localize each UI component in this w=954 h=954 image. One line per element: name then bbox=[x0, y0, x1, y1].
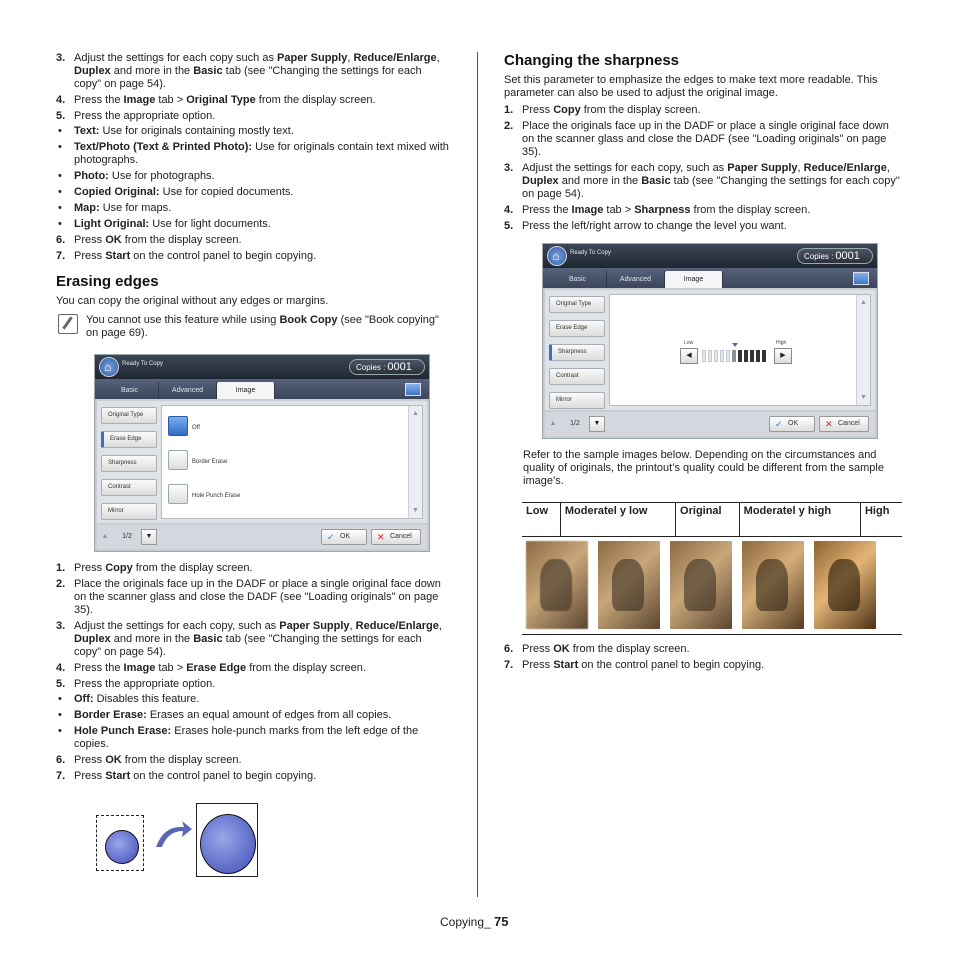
copies-label: Copies : bbox=[804, 252, 834, 261]
sharpness-steps bbox=[504, 104, 904, 233]
footer-section: Copying_ bbox=[440, 915, 495, 929]
arrow-icon bbox=[154, 819, 194, 849]
erase-option-off-label: Off bbox=[192, 425, 200, 431]
step-item bbox=[504, 162, 904, 201]
sharpness-steps-end bbox=[504, 643, 904, 672]
side-button-original-type[interactable]: Original Type bbox=[101, 407, 157, 424]
step-emphasis: Copy bbox=[105, 562, 133, 574]
step-text: Adjust the settings for each copy such as bbox=[74, 52, 278, 64]
ok-button[interactable] bbox=[321, 529, 367, 545]
sharpness-level-bar bbox=[744, 350, 748, 362]
step-number: 3. bbox=[56, 52, 66, 64]
scroll-up-icon[interactable]: ▲ bbox=[860, 299, 867, 306]
step-number: 1. bbox=[56, 562, 66, 574]
screen-top-bar bbox=[543, 244, 877, 268]
step-text: Press bbox=[74, 770, 106, 782]
option-desc: Use for originals containing mostly text. bbox=[102, 125, 294, 137]
note-post: (see "Book copying" on page 69). bbox=[86, 314, 439, 339]
table-header-cell: Moderatel y high bbox=[739, 503, 860, 537]
table-header-cell: Low bbox=[522, 503, 560, 537]
step-emphasis: Paper Supply bbox=[727, 162, 798, 174]
screen-body bbox=[545, 290, 875, 410]
step-item bbox=[56, 770, 451, 783]
step-emphasis: Duplex bbox=[522, 175, 559, 187]
sharpness-low-label: Low bbox=[684, 340, 694, 346]
step-text: tab > bbox=[155, 662, 187, 674]
step-emphasis: Basic bbox=[641, 175, 671, 187]
option-name: Border Erase: bbox=[74, 709, 150, 721]
step-item bbox=[504, 220, 904, 233]
step-emphasis: Paper Supply bbox=[277, 52, 348, 64]
step-number: 7. bbox=[504, 659, 514, 671]
sharpness-level-bar bbox=[750, 350, 754, 362]
side-button-contrast[interactable]: Contrast bbox=[549, 368, 605, 385]
note bbox=[56, 314, 451, 344]
side-button-sharpness[interactable]: Sharpness bbox=[549, 344, 605, 361]
screen-footer bbox=[545, 412, 875, 436]
tab-image[interactable]: Image bbox=[665, 271, 723, 288]
option-item bbox=[56, 170, 451, 183]
right-column bbox=[504, 52, 904, 675]
cancel-button[interactable] bbox=[371, 529, 421, 545]
erase-edge-screen bbox=[94, 354, 430, 552]
page-indicator: 1/2 bbox=[122, 533, 132, 540]
option-desc: Disables this feature. bbox=[96, 693, 200, 705]
step-text: , bbox=[349, 620, 356, 632]
screen-status: Ready To Copy bbox=[570, 250, 611, 256]
sharpness-decrease-button[interactable]: ◀ bbox=[680, 348, 698, 364]
option-item bbox=[56, 709, 451, 722]
sharpness-level-bar bbox=[726, 350, 730, 362]
erase-options bbox=[56, 693, 451, 751]
step-emphasis: Original Type bbox=[186, 94, 256, 106]
x-icon: ✕ bbox=[825, 419, 833, 429]
step-emphasis: Start bbox=[105, 770, 131, 782]
sample-images-cell bbox=[522, 537, 902, 635]
sharpness-screen bbox=[542, 243, 878, 439]
step-text: Press bbox=[74, 754, 106, 766]
page-up-icon[interactable]: ▲ bbox=[549, 420, 557, 427]
sample-images bbox=[526, 541, 898, 629]
x-icon: ✕ bbox=[377, 532, 385, 542]
erase-steps bbox=[56, 562, 451, 691]
page-footer bbox=[440, 915, 509, 929]
screen-tabs bbox=[543, 268, 877, 288]
step-emphasis: OK bbox=[105, 754, 122, 766]
step-emphasis: Image bbox=[123, 94, 156, 106]
side-button-mirror[interactable]: Mirror bbox=[101, 503, 157, 520]
sharpness-level-bar bbox=[732, 350, 736, 362]
step-text: from the display screen. bbox=[690, 204, 811, 216]
table-image-row bbox=[522, 537, 902, 635]
step-number: 5. bbox=[504, 220, 514, 232]
step-text: Press bbox=[74, 234, 106, 246]
step-number: 3. bbox=[56, 620, 66, 632]
cancel-button[interactable] bbox=[819, 416, 869, 432]
option-desc: Use for light documents. bbox=[152, 218, 271, 230]
cancel-label: Cancel bbox=[838, 420, 860, 427]
sharpness-level-bar bbox=[738, 350, 742, 362]
screen-tabs bbox=[95, 379, 429, 399]
step-text: Press the bbox=[522, 204, 572, 216]
side-button-erase-edge[interactable]: Erase Edge bbox=[549, 320, 605, 337]
step-number: 6. bbox=[56, 754, 66, 766]
step-number: 7. bbox=[56, 770, 66, 782]
column-divider bbox=[477, 52, 478, 897]
step-number: 4. bbox=[56, 662, 66, 674]
left-column bbox=[56, 52, 451, 878]
step-item bbox=[56, 94, 451, 107]
scroll-up-icon[interactable]: ▲ bbox=[412, 410, 419, 417]
step-text: , bbox=[436, 52, 440, 64]
intro-steps bbox=[56, 52, 451, 123]
original-type-options bbox=[56, 125, 451, 231]
sharpness-level-bar bbox=[708, 350, 712, 362]
sharpness-high-label: High bbox=[776, 340, 787, 346]
step-emphasis: Basic bbox=[193, 633, 223, 645]
step-text: from the display screen. bbox=[132, 562, 253, 574]
sample-image bbox=[742, 541, 804, 629]
step-emphasis: OK bbox=[553, 643, 570, 655]
ok-button[interactable] bbox=[769, 416, 815, 432]
step-text: Press the bbox=[74, 94, 124, 106]
step-item bbox=[504, 659, 904, 672]
step-emphasis: Duplex bbox=[74, 633, 111, 645]
current-level-marker-icon bbox=[732, 343, 738, 347]
screen-footer bbox=[97, 525, 427, 549]
option-item bbox=[56, 141, 451, 167]
tab-basic[interactable]: Basic bbox=[549, 271, 607, 288]
step-emphasis: OK bbox=[105, 234, 122, 246]
sharpness-level-bar bbox=[720, 350, 724, 362]
step-number: 6. bbox=[504, 643, 514, 655]
sharpness-heading: Changing the sharpness bbox=[504, 52, 680, 69]
copies-label: Copies : bbox=[356, 363, 386, 372]
step-text: Press bbox=[522, 643, 554, 655]
step-item bbox=[504, 120, 904, 159]
step-text: Press bbox=[74, 250, 106, 262]
option-desc: Use for originals contain text mixed with photographs. bbox=[74, 141, 449, 166]
page-indicator: 1/2 bbox=[570, 420, 580, 427]
step-number: 7. bbox=[56, 250, 66, 262]
page-down-icon[interactable]: ▼ bbox=[141, 529, 157, 545]
page-up-icon[interactable]: ▲ bbox=[101, 533, 109, 540]
step-item bbox=[504, 643, 904, 656]
tab-advanced[interactable]: Advanced bbox=[159, 382, 217, 399]
sample-image bbox=[670, 541, 732, 629]
step-text: Place the originals face up in the DADF or place a single original face down on the scanner glass and close the DADF (see "Loading originals" on page 35). bbox=[522, 120, 889, 158]
table-header-row bbox=[522, 503, 902, 537]
job-status-icon[interactable] bbox=[405, 383, 421, 396]
option-item bbox=[56, 202, 451, 215]
step-text: and more in the bbox=[558, 175, 642, 187]
copies-value: 0001 bbox=[835, 250, 860, 262]
note-pre: You cannot use this feature while using bbox=[86, 314, 280, 326]
apple-large-icon bbox=[200, 814, 256, 874]
option-desc: Use for copied documents. bbox=[162, 186, 294, 198]
sharpness-level-bar bbox=[714, 350, 718, 362]
step-number: 5. bbox=[56, 678, 66, 690]
option-name: Hole Punch Erase: bbox=[74, 725, 175, 737]
step-text: Press the left/right arrow to change the level you want. bbox=[522, 220, 787, 232]
cancel-label: Cancel bbox=[390, 533, 412, 540]
copies-counter[interactable] bbox=[349, 359, 425, 375]
sample-image bbox=[526, 541, 588, 629]
option-desc: Use for maps. bbox=[102, 202, 172, 214]
sample-image bbox=[598, 541, 660, 629]
apple-icon bbox=[105, 830, 139, 864]
tab-image[interactable]: Image bbox=[217, 382, 275, 399]
step-emphasis: Image bbox=[123, 662, 156, 674]
step-item bbox=[56, 52, 451, 91]
step-text: Press bbox=[522, 104, 554, 116]
step-number: 4. bbox=[504, 204, 514, 216]
step-emphasis: Copy bbox=[553, 104, 581, 116]
step-text: tab (see "Changing the settings for each copy" on page 54). bbox=[74, 633, 422, 658]
side-button-erase-edge[interactable]: Erase Edge bbox=[101, 431, 157, 448]
step-emphasis: Basic bbox=[193, 65, 223, 77]
step-text: , bbox=[347, 52, 354, 64]
step-text: tab > bbox=[603, 204, 635, 216]
ok-label: OK bbox=[340, 533, 351, 540]
step-number: 2. bbox=[56, 578, 66, 590]
screen-body bbox=[97, 401, 427, 523]
erasing-edges-description: You can copy the original without any edges or margins. bbox=[56, 295, 329, 307]
step-emphasis: Reduce/Enlarge bbox=[355, 620, 439, 632]
option-name: Copied Original: bbox=[74, 186, 163, 198]
option-desc: Erases hole-punch marks from the left edge of the copies. bbox=[74, 725, 419, 750]
copies-value: 0001 bbox=[387, 361, 412, 373]
scroll-down-icon[interactable]: ▼ bbox=[412, 507, 419, 514]
option-item bbox=[56, 186, 451, 199]
option-desc: Erases an equal amount of edges from all copies. bbox=[149, 709, 392, 721]
step-emphasis: Paper Supply bbox=[279, 620, 350, 632]
step-emphasis: Sharpness bbox=[634, 204, 691, 216]
table-header-cell: High bbox=[860, 503, 902, 537]
step-emphasis: Reduce/Enlarge bbox=[353, 52, 437, 64]
step-text: tab > bbox=[155, 94, 187, 106]
step-emphasis: Start bbox=[105, 250, 131, 262]
option-name: Off: bbox=[74, 693, 97, 705]
step-emphasis: Start bbox=[553, 659, 579, 671]
step-text: tab (see "Changing the settings for each copy" on page 54). bbox=[522, 175, 900, 200]
home-icon[interactable] bbox=[547, 246, 567, 266]
option-name: Text/Photo (Text & Printed Photo): bbox=[74, 141, 256, 153]
step-text: from the display screen. bbox=[569, 643, 690, 655]
sample-note: Refer to the sample images below. Depending on the circumstances and quality of originals, the printout’s quality could be different from the sample image’s. bbox=[523, 449, 884, 487]
step-text: Adjust the settings for each copy, such as bbox=[74, 620, 280, 632]
step-item bbox=[56, 754, 451, 767]
tab-basic[interactable]: Basic bbox=[101, 382, 159, 399]
job-status-icon[interactable] bbox=[853, 272, 869, 285]
scroll-down-icon[interactable]: ▼ bbox=[860, 394, 867, 401]
step-text: from the display screen. bbox=[580, 104, 701, 116]
step-number: 6. bbox=[56, 234, 66, 246]
step-text: on the control panel to begin copying. bbox=[130, 770, 317, 782]
page-down-icon[interactable]: ▼ bbox=[589, 416, 605, 432]
sharpness-description: Set this parameter to emphasize the edges to make text more readable. This parameter can also be used to adjust the original image. bbox=[504, 74, 878, 99]
option-name: Photo: bbox=[74, 170, 112, 182]
intro-steps-end bbox=[56, 234, 451, 263]
step-item bbox=[56, 250, 451, 263]
radio-off-icon bbox=[168, 450, 188, 470]
option-item bbox=[56, 725, 451, 751]
erase-option-border-label: Border Erase bbox=[192, 459, 228, 465]
step-number: 1. bbox=[504, 104, 514, 116]
step-item bbox=[56, 662, 451, 675]
erase-options-area bbox=[161, 405, 423, 519]
option-item bbox=[56, 693, 451, 706]
side-button-mirror[interactable]: Mirror bbox=[549, 392, 605, 409]
sharpness-area bbox=[609, 294, 871, 406]
sharpness-level-bar bbox=[702, 350, 706, 362]
copies-counter[interactable] bbox=[797, 248, 873, 264]
step-text: Adjust the settings for each copy, such as bbox=[522, 162, 728, 174]
erase-steps-end bbox=[56, 754, 451, 783]
scrollbar[interactable] bbox=[408, 406, 422, 518]
step-text: from the display screen. bbox=[255, 94, 376, 106]
step-text: , bbox=[438, 620, 442, 632]
step-text: Press bbox=[74, 562, 106, 574]
sharpness-sample-table bbox=[522, 502, 902, 635]
scrollbar[interactable] bbox=[856, 295, 870, 405]
footer-page-number: 75 bbox=[494, 914, 509, 929]
step-text: from the display screen. bbox=[121, 754, 242, 766]
step-item bbox=[504, 204, 904, 217]
note-bold: Book Copy bbox=[279, 314, 338, 326]
step-number: 2. bbox=[504, 120, 514, 132]
side-button-contrast[interactable]: Contrast bbox=[101, 479, 157, 496]
option-name: Light Original: bbox=[74, 218, 153, 230]
step-text: , bbox=[797, 162, 804, 174]
erasing-edges-heading: Erasing edges bbox=[56, 273, 159, 290]
step-text: , bbox=[886, 162, 890, 174]
radio-off-icon bbox=[168, 484, 188, 504]
step-text: and more in the bbox=[110, 633, 194, 645]
sharpness-level-bar bbox=[756, 350, 760, 362]
check-icon: ✓ bbox=[775, 419, 783, 429]
step-number: 5. bbox=[56, 110, 66, 122]
radio-on-icon bbox=[168, 416, 188, 436]
step-number: 4. bbox=[56, 94, 66, 106]
step-item bbox=[504, 104, 904, 117]
option-name: Text: bbox=[74, 125, 103, 137]
erase-edge-illustration bbox=[96, 803, 266, 878]
step-text: on the control panel to begin copying. bbox=[578, 659, 765, 671]
step-item bbox=[56, 620, 451, 659]
copy-page-icon bbox=[196, 803, 258, 877]
step-item bbox=[56, 110, 451, 123]
ok-label: OK bbox=[788, 420, 799, 427]
table-header-cell: Original bbox=[676, 503, 740, 537]
step-text: Press bbox=[522, 659, 554, 671]
table-header-cell: Moderatel y low bbox=[560, 503, 675, 537]
step-item bbox=[56, 678, 451, 691]
step-emphasis: Duplex bbox=[74, 65, 111, 77]
sample-image bbox=[814, 541, 876, 629]
check-icon: ✓ bbox=[327, 532, 335, 542]
step-emphasis: Erase Edge bbox=[186, 662, 247, 674]
side-button-original-type[interactable]: Original Type bbox=[549, 296, 605, 313]
step-emphasis: Image bbox=[571, 204, 604, 216]
step-text: Press the appropriate option. bbox=[74, 678, 216, 690]
option-item bbox=[56, 218, 451, 231]
sharpness-level-bar bbox=[762, 350, 766, 362]
home-icon[interactable] bbox=[99, 357, 119, 377]
screen-top-bar bbox=[95, 355, 429, 379]
option-item bbox=[56, 125, 451, 138]
side-button-sharpness[interactable]: Sharpness bbox=[101, 455, 157, 472]
step-item bbox=[56, 562, 451, 575]
sharpness-increase-button[interactable]: ▶ bbox=[774, 348, 792, 364]
step-text: from the display screen. bbox=[121, 234, 242, 246]
step-number: 3. bbox=[504, 162, 514, 174]
step-text: and more in the bbox=[110, 65, 194, 77]
step-item bbox=[56, 578, 451, 617]
option-name: Map: bbox=[74, 202, 103, 214]
note-pencil-icon bbox=[58, 314, 78, 334]
step-text: from the display screen. bbox=[246, 662, 366, 674]
step-text: Place the originals face up in the DADF or place a single original face down on the scanner glass and close the DADF (see "Loading originals" on page 35). bbox=[74, 578, 441, 616]
step-emphasis: Reduce/Enlarge bbox=[803, 162, 887, 174]
erase-option-hole-punch-label: Hole Punch Erase bbox=[192, 493, 241, 499]
option-desc: Use for photographs. bbox=[111, 170, 215, 182]
step-text: tab (see "Changing the settings for each copy" on page 54). bbox=[74, 65, 422, 90]
original-page-icon bbox=[96, 815, 144, 871]
step-item bbox=[56, 234, 451, 247]
step-text: Press the bbox=[74, 662, 124, 674]
screen-status: Ready To Copy bbox=[122, 361, 163, 367]
tab-advanced[interactable]: Advanced bbox=[607, 271, 665, 288]
step-text: Press the appropriate option. bbox=[74, 110, 216, 122]
step-text: on the control panel to begin copying. bbox=[130, 250, 317, 262]
